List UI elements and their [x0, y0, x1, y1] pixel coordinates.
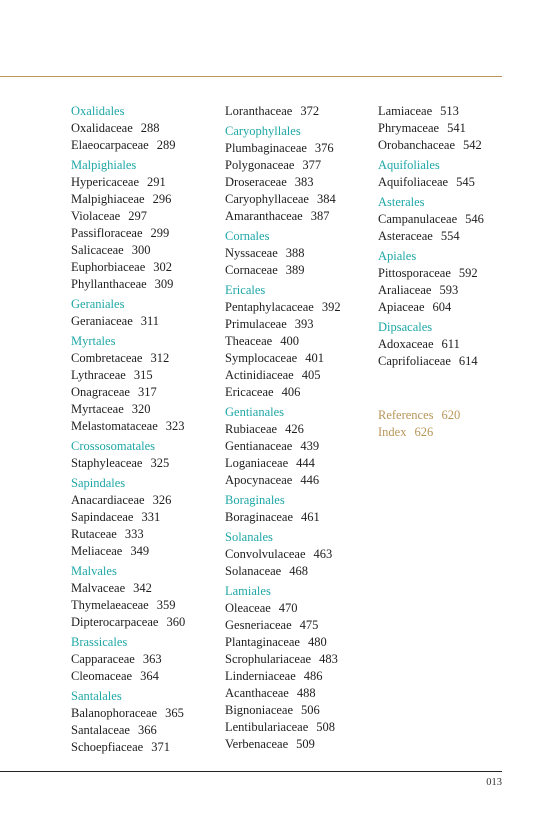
order-heading: Solanales [225, 530, 273, 544]
family-page: 384 [316, 192, 336, 206]
family-page: 289 [156, 138, 176, 152]
family-entry[interactable] [71, 259, 185, 276]
order-heading: Geraniales [71, 297, 125, 311]
family-page: 546 [465, 212, 484, 226]
family-entry[interactable] [225, 333, 341, 350]
family-entry[interactable] [225, 316, 341, 333]
family-name: Malpighiaceae [71, 192, 145, 206]
contents-column-3 [378, 103, 484, 441]
family-entry[interactable] [378, 336, 484, 353]
family-page: 333 [124, 527, 144, 541]
family-entry[interactable] [225, 719, 341, 736]
family-page: 506 [301, 703, 320, 717]
family-page: 541 [447, 121, 466, 135]
family-entry[interactable] [225, 472, 341, 489]
family-name: Plantaginaceae [225, 635, 300, 649]
family-name: Droseraceae [225, 175, 287, 189]
family-entry[interactable] [71, 455, 185, 472]
family-name: Combretaceae [71, 351, 143, 365]
family-page: 387 [310, 209, 330, 223]
family-page: 376 [314, 141, 334, 155]
family-name: Loranthaceae [225, 104, 293, 118]
order-heading: Oxalidales [71, 104, 125, 118]
family-entry[interactable] [71, 401, 185, 418]
family-name: Loganiaceae [225, 456, 289, 470]
family-page: 393 [294, 317, 314, 331]
family-page: 611 [441, 337, 460, 351]
family-entry[interactable] [71, 350, 185, 367]
family-name: Primulaceae [225, 317, 287, 331]
family-page: 439 [300, 439, 320, 453]
family-entry[interactable] [71, 509, 185, 526]
family-name: Plumbaginaceae [225, 141, 307, 155]
family-entry[interactable] [71, 597, 185, 614]
family-entry[interactable] [225, 438, 341, 455]
family-entry[interactable] [225, 651, 341, 668]
family-entry[interactable] [71, 137, 185, 154]
family-entry[interactable] [71, 242, 185, 259]
order-heading: Cornales [225, 229, 270, 243]
family-entry[interactable] [225, 174, 341, 191]
family-entry[interactable] [225, 600, 341, 617]
family-page: 325 [150, 456, 170, 470]
family-entry[interactable] [225, 103, 341, 120]
family-entry[interactable] [225, 384, 341, 401]
family-page: 406 [281, 385, 301, 399]
family-entry[interactable] [225, 140, 341, 157]
family-name: Capparaceae [71, 652, 135, 666]
family-entry[interactable] [71, 276, 185, 293]
family-page: 444 [296, 456, 315, 470]
family-name: Amaranthaceae [225, 209, 303, 223]
order-heading: Aquifoliales [378, 158, 440, 172]
family-name: Aquifoliaceae [378, 175, 449, 189]
family-page: 554 [440, 229, 460, 243]
family-name: Elaeocarpaceae [71, 138, 149, 152]
family-entry[interactable] [378, 228, 484, 245]
family-entry[interactable] [71, 722, 185, 739]
family-entry[interactable] [378, 299, 484, 316]
family-entry[interactable] [71, 313, 185, 330]
family-name: Scrophulariaceae [225, 652, 312, 666]
family-page: 593 [439, 283, 459, 297]
order-heading: Sapindales [71, 476, 126, 490]
family-name: Gesneriaceae [225, 618, 292, 632]
family-page: 377 [302, 158, 322, 172]
family-page: 311 [140, 314, 160, 328]
order-heading: Boraginales [225, 493, 285, 507]
backmatter-item-index[interactable] [378, 424, 484, 441]
family-page: 317 [137, 385, 157, 399]
family-name: Linderniaceae [225, 669, 296, 683]
family-page: 426 [285, 422, 304, 436]
family-name: Campanulaceae [378, 212, 458, 226]
family-page: 331 [141, 510, 161, 524]
family-name: Symplocaceae [225, 351, 298, 365]
family-name: Cornaceae [225, 263, 278, 277]
family-page: 405 [301, 368, 321, 382]
family-name: Acanthaceae [225, 686, 289, 700]
family-page: 309 [154, 277, 174, 291]
family-name: Araliaceae [378, 283, 432, 297]
family-name: Santalaceae [71, 723, 130, 737]
family-page: 359 [156, 598, 176, 612]
family-entry[interactable] [225, 546, 341, 563]
family-page: 545 [456, 175, 475, 189]
family-name: Adoxaceae [378, 337, 434, 351]
family-page: 388 [285, 246, 305, 260]
order-heading: Lamiales [225, 584, 271, 598]
family-name: Asteraceae [378, 229, 433, 243]
family-page: 614 [458, 354, 478, 368]
family-page: 401 [305, 351, 324, 365]
family-page: 297 [128, 209, 147, 223]
family-entry[interactable] [71, 120, 185, 137]
family-page: 315 [133, 368, 153, 382]
family-name: Caprifoliaceae [378, 354, 451, 368]
family-name: Salicaceae [71, 243, 124, 257]
order-heading: Malvales [71, 564, 117, 578]
order-heading: Myrtales [71, 334, 116, 348]
family-entry[interactable] [225, 367, 341, 384]
family-entry[interactable] [71, 705, 185, 722]
family-page: 326 [152, 493, 172, 507]
family-page: 488 [296, 686, 316, 700]
family-name: Nyssaceae [225, 246, 278, 260]
family-page: 302 [153, 260, 173, 274]
family-page: 372 [300, 104, 320, 118]
family-page: 468 [289, 564, 308, 578]
order-heading: Apiales [378, 249, 417, 263]
family-page: 509 [296, 737, 315, 751]
family-name: Malvaceae [71, 581, 126, 595]
family-entry[interactable] [225, 617, 341, 634]
family-page: 312 [150, 351, 170, 365]
family-page: 592 [458, 266, 478, 280]
family-name: Pittosporaceae [378, 266, 451, 280]
family-entry[interactable] [71, 418, 185, 435]
family-name: Gentianaceae [225, 439, 293, 453]
order-heading: Malpighiales [71, 158, 137, 172]
family-name: Geraniaceae [71, 314, 133, 328]
bottom-rule [0, 771, 502, 772]
family-page: 513 [440, 104, 459, 118]
family-name: Hypericaceae [71, 175, 139, 189]
family-entry[interactable] [71, 526, 185, 543]
order-heading: Asterales [378, 195, 425, 209]
family-entry[interactable] [225, 509, 341, 526]
order-heading: Gentianales [225, 405, 285, 419]
family-page: 360 [166, 615, 186, 629]
family-page: 392 [321, 300, 341, 314]
order-heading: Ericales [225, 283, 266, 297]
family-entry[interactable] [378, 353, 484, 370]
family-page: 300 [131, 243, 151, 257]
family-page: 364 [140, 669, 159, 683]
order-heading: Dipsacales [378, 320, 433, 334]
family-entry[interactable] [71, 367, 185, 384]
family-name: Polygonaceae [225, 158, 295, 172]
family-page: 604 [432, 300, 452, 314]
family-page: 446 [300, 473, 320, 487]
family-name: Phrymaceae [378, 121, 440, 135]
family-name: Lentibulariaceae [225, 720, 309, 734]
family-entry[interactable] [225, 350, 341, 367]
family-entry[interactable] [378, 211, 484, 228]
family-entry[interactable] [225, 191, 341, 208]
family-entry[interactable] [378, 120, 484, 137]
family-page: 288 [140, 121, 160, 135]
family-name: Bignoniaceae [225, 703, 294, 717]
family-page: 296 [152, 192, 172, 206]
family-name: Theaceae [225, 334, 273, 348]
contents-column-1 [71, 103, 185, 756]
family-page: 365 [165, 706, 184, 720]
family-entry[interactable] [225, 208, 341, 225]
family-page: 349 [130, 544, 150, 558]
family-entry[interactable] [71, 739, 185, 756]
family-name: Cleomaceae [71, 669, 133, 683]
family-page: 508 [316, 720, 336, 734]
family-name: Caryophyllaceae [225, 192, 309, 206]
family-page: 323 [165, 419, 185, 433]
family-name: Euphorbiaceae [71, 260, 146, 274]
backmatter-label: References [378, 408, 434, 422]
family-page: 542 [463, 138, 482, 152]
family-page: 486 [303, 669, 323, 683]
family-page: 461 [301, 510, 320, 524]
backmatter-item-references[interactable] [378, 407, 484, 424]
family-entry[interactable] [225, 685, 341, 702]
family-entry[interactable] [71, 614, 185, 631]
family-entry[interactable] [71, 668, 185, 685]
family-name: Staphyleaceae [71, 456, 143, 470]
top-rule [0, 76, 502, 77]
family-page: 483 [319, 652, 338, 666]
family-entry[interactable] [225, 421, 341, 438]
family-name: Convolvulaceae [225, 547, 306, 561]
family-entry[interactable] [225, 245, 341, 262]
backmatter-page: 620 [441, 408, 461, 422]
family-page: 400 [280, 334, 299, 348]
family-entry[interactable] [225, 262, 341, 279]
family-name: Melastomataceae [71, 419, 158, 433]
family-name: Lythraceae [71, 368, 126, 382]
family-page: 371 [151, 740, 170, 754]
family-entry[interactable] [225, 455, 341, 472]
family-name: Apocynaceae [225, 473, 293, 487]
family-page: 383 [294, 175, 314, 189]
family-entry[interactable] [378, 282, 484, 299]
family-name: Pentaphylacaceae [225, 300, 314, 314]
family-name: Onagraceae [71, 385, 130, 399]
family-name: Orobanchaceae [378, 138, 456, 152]
family-name: Dipterocarpaceae [71, 615, 159, 629]
family-name: Ericaceae [225, 385, 274, 399]
order-heading: Crossosomatales [71, 439, 156, 453]
family-name: Anacardiaceae [71, 493, 145, 507]
family-entry[interactable] [71, 651, 185, 668]
family-entry[interactable] [71, 543, 185, 560]
family-name: Lamiaceae [378, 104, 433, 118]
family-page: 389 [285, 263, 305, 277]
order-heading: Santalales [71, 689, 122, 703]
family-entry[interactable] [225, 563, 341, 580]
family-name: Actinidiaceae [225, 368, 294, 382]
family-name: Rutaceae [71, 527, 117, 541]
family-entry[interactable] [71, 174, 185, 191]
family-entry[interactable] [225, 157, 341, 174]
family-page: 366 [137, 723, 157, 737]
family-name: Balanophoraceae [71, 706, 158, 720]
family-page: 470 [278, 601, 298, 615]
family-entry[interactable] [225, 668, 341, 685]
family-entry[interactable] [71, 580, 185, 597]
family-entry[interactable] [378, 174, 484, 191]
family-name: Passifloraceae [71, 226, 143, 240]
family-entry[interactable] [378, 137, 484, 154]
family-page: 342 [133, 581, 152, 595]
family-page: 320 [131, 402, 151, 416]
backmatter-page: 626 [414, 425, 434, 439]
family-entry[interactable] [378, 265, 484, 282]
family-entry[interactable] [71, 208, 185, 225]
family-name: Myrtaceae [71, 402, 124, 416]
family-entry[interactable] [225, 736, 341, 753]
family-entry[interactable] [225, 702, 341, 719]
family-name: Verbenaceae [225, 737, 289, 751]
family-name: Boraginaceae [225, 510, 294, 524]
family-name: Apiaceae [378, 300, 425, 314]
family-name: Schoepfiaceae [71, 740, 144, 754]
backmatter-label: Index [378, 425, 407, 439]
page-number: 013 [486, 777, 502, 788]
family-name: Rubiaceae [225, 422, 278, 436]
family-entry[interactable] [225, 299, 341, 316]
family-name: Sapindaceae [71, 510, 134, 524]
family-entry[interactable] [71, 384, 185, 401]
family-name: Phyllanthaceae [71, 277, 147, 291]
order-heading: Caryophyllales [225, 124, 301, 138]
family-page: 463 [313, 547, 333, 561]
family-page: 299 [150, 226, 170, 240]
family-name: Oxalidaceae [71, 121, 133, 135]
family-entry[interactable] [225, 634, 341, 651]
family-name: Violaceae [71, 209, 121, 223]
family-page: 475 [299, 618, 319, 632]
family-name: Oleaceae [225, 601, 271, 615]
family-entry[interactable] [378, 103, 484, 120]
contents-column-2 [225, 103, 341, 753]
order-heading: Brassicales [71, 635, 128, 649]
family-name: Meliaceae [71, 544, 123, 558]
family-name: Thymelaeaceae [71, 598, 149, 612]
family-entry[interactable] [71, 225, 185, 242]
backmatter-list [378, 407, 484, 441]
family-page: 291 [147, 175, 166, 189]
family-page: 480 [307, 635, 327, 649]
family-page: 363 [142, 652, 162, 666]
family-entry[interactable] [71, 191, 185, 208]
family-entry[interactable] [71, 492, 185, 509]
family-name: Solanaceae [225, 564, 282, 578]
